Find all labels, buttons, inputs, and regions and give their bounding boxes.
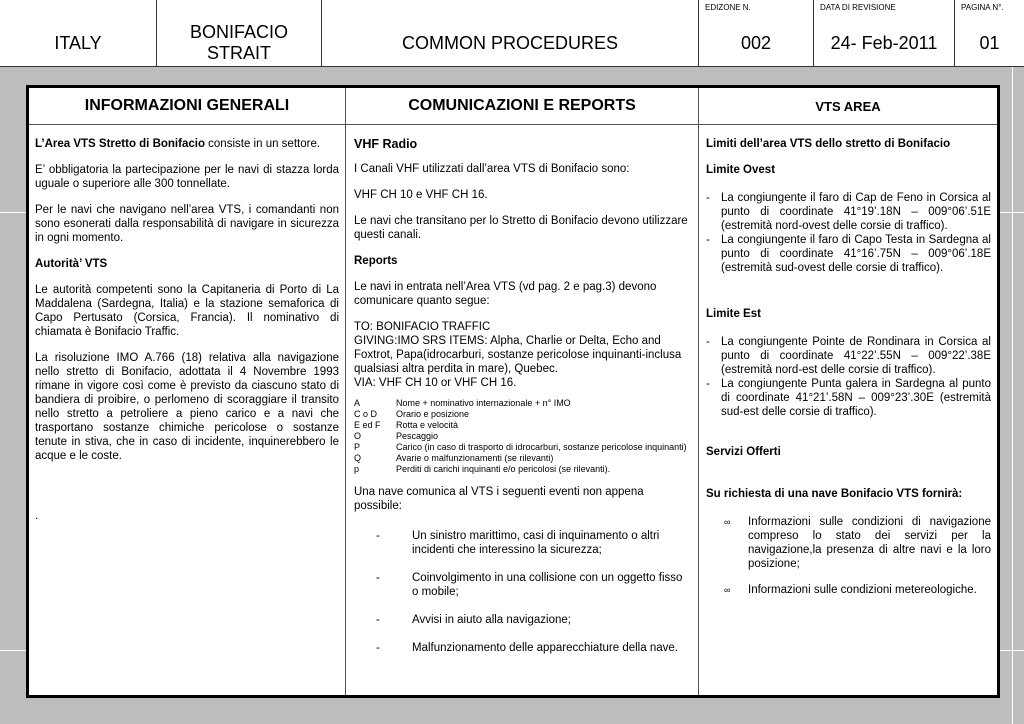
authority-title: Autorità’ VTS xyxy=(35,258,108,270)
report-code-value: Pescaggio xyxy=(396,431,439,441)
report-format xyxy=(354,320,688,390)
vts-area-heading: VTS AREA xyxy=(699,88,997,125)
infinity-bullet-icon: ∞ xyxy=(724,585,731,595)
page-label: PAGINA N°. xyxy=(961,3,1004,12)
report-code-value: Avarie o malfunzionamenti (se rilevanti) xyxy=(396,453,554,463)
edition-label: EDIZONE N. xyxy=(705,3,751,12)
area-label-line1: BONIFACIO xyxy=(189,22,288,42)
report-codes-list xyxy=(354,398,688,475)
country-label: ITALY xyxy=(54,33,102,53)
limits-title: Limiti dell’area VTS dello stretto di Bonifacio xyxy=(706,138,951,150)
vts-area-column xyxy=(699,88,997,695)
service-item xyxy=(724,583,991,597)
report-code-row xyxy=(354,431,688,442)
page-header xyxy=(0,0,1024,67)
dash-marker: - xyxy=(376,572,380,584)
event-text: Malfunzionamento delle apparecchiature della nave. xyxy=(412,642,678,654)
service-text: Informazioni sulle condizioni di navigazione compreso lo stato dei servizi per la navigazione,la presenza di altre navi e la loro posizione; xyxy=(748,516,991,570)
master-responsibility-text: Per le navi che navigano nell’area VTS, i comandanti non sono esonerati dalla responsabilità di navigare in sicurezza in ogni momento. xyxy=(35,204,339,244)
report-code-key: O xyxy=(354,431,362,441)
report-code-key: E ed F xyxy=(354,420,381,430)
content-table xyxy=(26,85,1000,698)
report-code-row xyxy=(354,398,688,409)
reports-title: Reports xyxy=(354,255,398,267)
events-intro: Una nave comunica al VTS i seguenti eventi non appena possibile: xyxy=(354,486,644,512)
edition-cell xyxy=(699,0,814,66)
service-text: Informazioni sulle condizioni metereologiche. xyxy=(748,584,977,596)
services-title: Servizi Offerti xyxy=(706,446,781,458)
right-margin xyxy=(1000,66,1024,724)
vhf-usage-text: Le navi che transitano per lo Stretto di Bonifacio devono utilizzare questi canali. xyxy=(354,215,688,241)
report-code-key: C o D xyxy=(354,409,378,419)
revision-date: 24- Feb-2011 xyxy=(830,33,938,53)
report-code-row xyxy=(354,442,688,453)
dash-marker: - xyxy=(706,192,710,204)
west-limit-title: Limite Ovest xyxy=(706,164,776,176)
revision-label: DATA DI REVISIONE xyxy=(820,3,896,12)
event-item xyxy=(376,641,688,655)
general-info-body xyxy=(29,125,345,695)
dash-marker: - xyxy=(376,642,380,654)
west-limit-item xyxy=(706,191,991,233)
general-info-heading: INFORMAZIONI GENERALI xyxy=(29,88,345,125)
report-code-value: Rotta e velocità xyxy=(396,420,459,430)
vts-area-body xyxy=(699,125,997,695)
event-item xyxy=(376,571,688,599)
report-code-key: P xyxy=(354,442,361,452)
dash-marker: - xyxy=(376,614,380,626)
communications-heading: COMUNICAZIONI E REPORTS xyxy=(346,88,698,125)
report-code-value: Carico (in caso di trasporto di idrocarburi, sostanze pericolose inquinanti) xyxy=(396,442,687,452)
page-cell xyxy=(955,0,1024,66)
event-text: Coinvolgimento in una collisione con un oggetto fisso o mobile; xyxy=(412,572,683,598)
document-title: COMMON PROCEDURES xyxy=(401,33,618,53)
dash-marker: - xyxy=(706,234,710,246)
vhf-channels-intro: I Canali VHF utilizzati dall’area VTS di Bonifacio sono: xyxy=(354,163,630,175)
report-code-key: A xyxy=(354,398,361,408)
title-cell xyxy=(322,0,699,66)
dash-marker: - xyxy=(706,378,710,390)
west-limit-item xyxy=(706,233,991,275)
east-limit-title: Limite Est xyxy=(706,308,761,320)
event-item xyxy=(376,613,688,627)
trailing-dot: . xyxy=(35,510,39,522)
report-code-row xyxy=(354,464,688,475)
report-code-row xyxy=(354,409,688,420)
vts-area-name: L’Area VTS Stretto di Bonifacio xyxy=(35,138,205,150)
communications-body xyxy=(346,125,698,695)
communications-column xyxy=(346,88,699,695)
report-to-line: TO: BONIFACIO TRAFFIC xyxy=(354,321,491,333)
area-cell xyxy=(157,0,322,66)
general-info-column xyxy=(29,88,346,695)
vts-area-intro-text: consiste in un settore. xyxy=(204,138,321,150)
report-code-key: p xyxy=(354,464,360,474)
west-limit-text: La congiungente il faro di Cap de Feno in Corsica al punto di coordinate 41°19’.18N – 009°06’.51E (estremità nord-ovest delle corsie di traffico). xyxy=(721,192,991,232)
authority-text: Le autorità competenti sono la Capitaneria di Porto di La Maddalena (Sardegna, Italia) e la stazione semaforica di Capo Pertusato (Corsica, Francia). Il nominativo di chiamata è Bonifacio Traffic. xyxy=(35,284,339,338)
dash-marker: - xyxy=(706,336,710,348)
report-code-value: Perditi di carichi inquinanti e/o pericolosi (se rilevanti). xyxy=(396,464,611,474)
report-giving-line: GIVING:IMO SRS ITEMS: Alpha, Charlie or Delta, Echo and Foxtrot, Papa(idrocarburi, sostanze pericolose inquinanti-inclusa qualsiasi altra perdita in mare), Quebec. xyxy=(354,335,682,375)
dash-marker: - xyxy=(376,530,380,542)
revision-cell xyxy=(814,0,955,66)
service-item xyxy=(724,515,991,571)
report-code-value: Orario e posizione xyxy=(396,409,470,419)
report-code-row xyxy=(354,453,688,464)
report-code-value: Nome + nominativo internazionale + n° IMO xyxy=(396,398,571,408)
vhf-channels: VHF CH 10 e VHF CH 16. xyxy=(354,189,488,201)
report-code-row xyxy=(354,420,688,431)
country-cell xyxy=(0,0,157,66)
services-request-title: Su richiesta di una nave Bonifacio VTS fornirà: xyxy=(706,488,963,500)
imo-resolution-text: La risoluzione IMO A.766 (18) relativa alla navigazione nello stretto di Bonifacio, adottata il 4 Novembre 1993 rimane in vigore così come è previsto da ciascuno stato di bandiera di proibire, o perlomeno di scoraggiare il transito nello stretto a petroliere a pieno carico e a navi che trasportano sostanze chimiche pericolose o sostanze tenute in stiva, che in caso di incidente, inquinerebbero le acque e le coste. xyxy=(35,352,339,462)
report-code-key: Q xyxy=(354,453,362,463)
left-margin xyxy=(0,66,26,724)
east-limit-item xyxy=(706,335,991,377)
mandatory-participation-text: E’ obbligatoria la partecipazione per le navi di stazza lorda uguale o superiore alle 300 tonnellate. xyxy=(35,164,339,190)
east-limit-text: La congiungente Pointe de Rondinara in Corsica al punto di coordinate 41°22’.55N – 009°22’.38E (estremità nord-est delle corsie di traffico). xyxy=(721,336,991,376)
area-label-line2: STRAIT xyxy=(206,43,271,63)
reports-intro: Le navi in entrata nell’Area VTS (vd pag. 2 e pag.3) devono comunicare quanto segue: xyxy=(354,281,657,307)
west-limit-text: La congiungente il faro di Capo Testa in Sardegna al punto di coordinate 41°16’.75N – 009°06’.18E (estremità sud-ovest delle corsie di traffico). xyxy=(721,234,991,274)
vhf-title: VHF Radio xyxy=(354,137,418,151)
edition-value: 002 xyxy=(740,33,772,53)
report-via-line: VIA: VHF CH 10 or VHF CH 16. xyxy=(354,377,517,389)
event-text: Un sinistro marittimo, casi di inquinamento o altri incidenti che interessino la sicurezza; xyxy=(412,530,660,556)
infinity-bullet-icon: ∞ xyxy=(724,517,731,527)
east-limit-text: La congiungente Punta galera in Sardegna al punto di coordinate 41°21’.58N – 009°23’.30E (estremità sud-est delle corsie di traffico). xyxy=(721,378,991,418)
event-item xyxy=(376,529,688,557)
east-limit-item xyxy=(706,377,991,419)
vts-area-intro xyxy=(35,137,339,151)
event-text: Avvisi in aiuto alla navigazione; xyxy=(412,614,571,626)
page-number: 01 xyxy=(979,33,1000,53)
